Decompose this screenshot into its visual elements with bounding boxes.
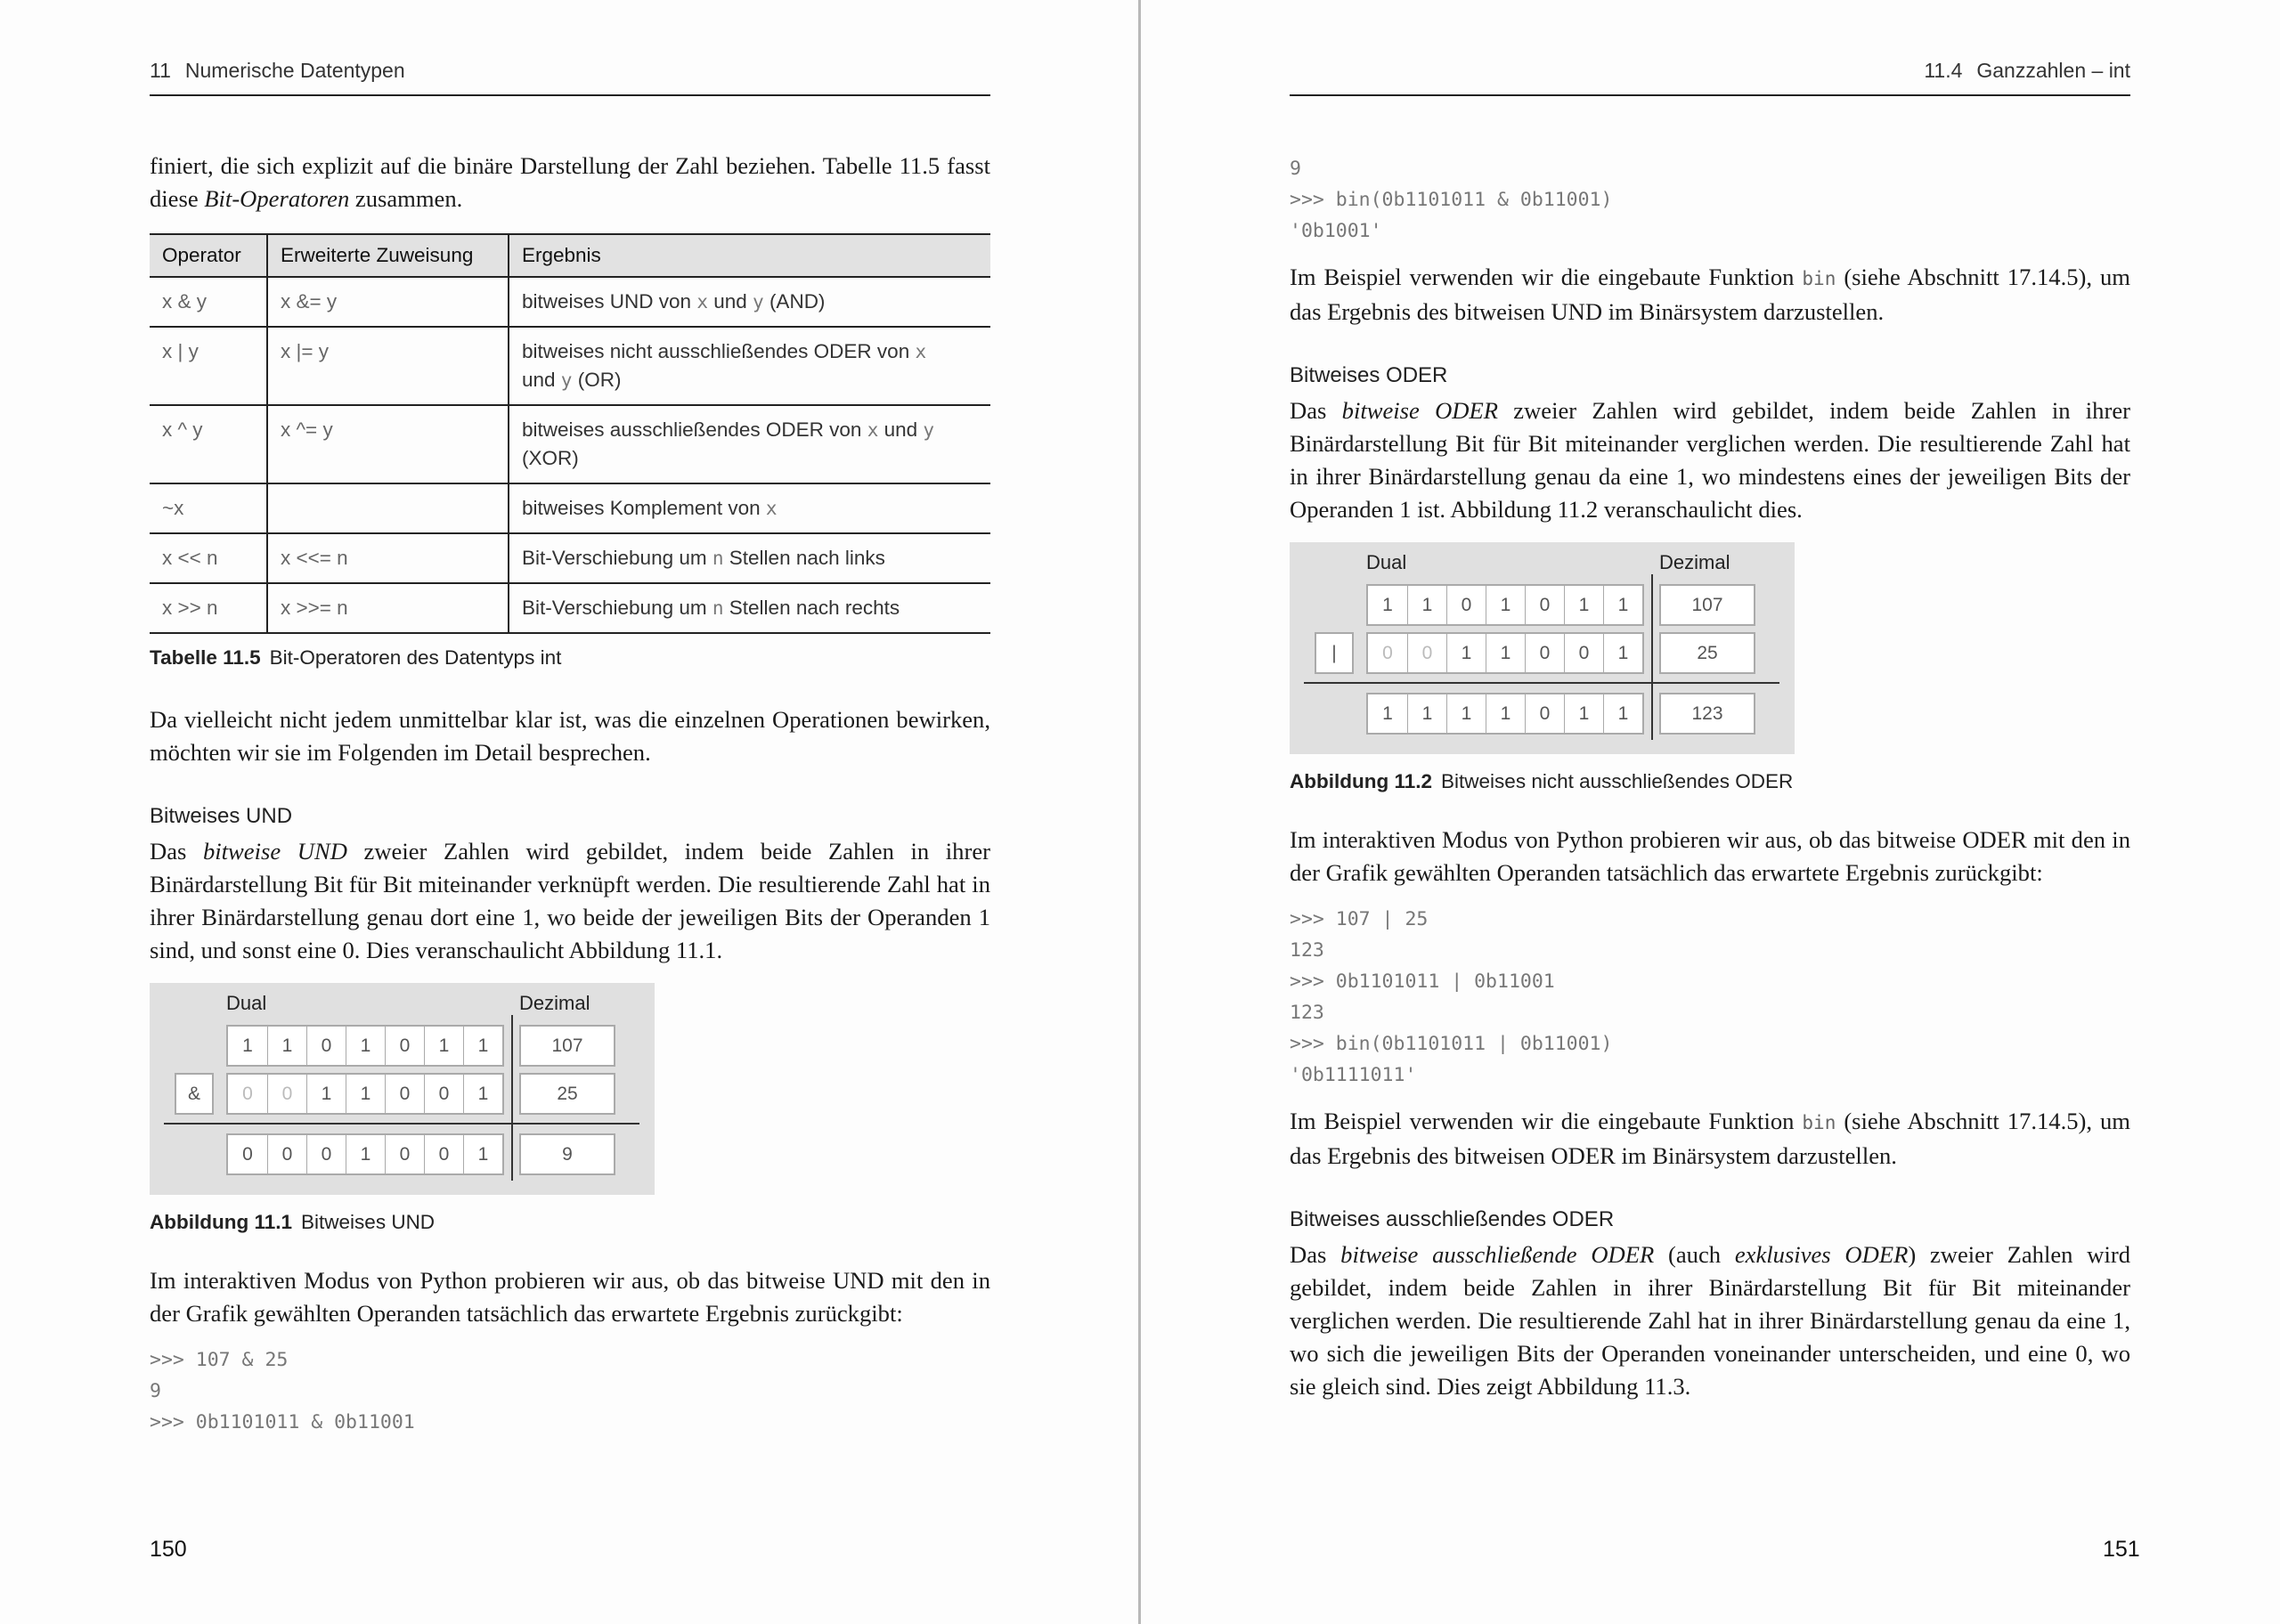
dual-decimal-separator-line (511, 1015, 513, 1181)
code-block-bin-und (1290, 153, 2130, 247)
bit-cell: 0 (1407, 634, 1446, 672)
right-content (1290, 150, 2130, 1403)
decimal-operand-1: 107 (519, 1025, 615, 1067)
table-cell-operator: x ^ y (150, 405, 267, 483)
bit-cell: 1 (1603, 586, 1642, 624)
figure-label-dezimal: Dezimal (1659, 551, 1730, 573)
code-line: >>> bin(0b1101011 & 0b11001) (1290, 189, 1613, 211)
table-header-row (150, 234, 990, 277)
bit-cell: 1 (1603, 694, 1642, 733)
table-cell-assignment: x &= y (267, 277, 509, 327)
bit-cell: 0 (385, 1075, 424, 1113)
bit-cell: 1 (463, 1135, 502, 1173)
bit-cell: 1 (1486, 586, 1525, 624)
decimal-operand-2: 25 (1659, 632, 1755, 674)
bit-cell: 0 (385, 1027, 424, 1065)
section-heading-oder: Bitweises ODER (1290, 363, 1448, 387)
bit-cell: 0 (1382, 642, 1393, 663)
bit-cell: 1 (346, 1075, 385, 1113)
section-title: Ganzzahlen – int (1976, 59, 2130, 82)
page-number-left: 150 (150, 1537, 187, 1562)
code-line: >>> bin(0b1101011 | 0b11001) (1290, 1033, 1613, 1055)
dual-decimal-separator-line (1651, 574, 1653, 740)
intro-paragraph: finiert, die sich explizit auf die binäre Darstellung der Zahl beziehen. Tabelle 11.5 fasst diese Bit-Operatoren zusammen. (150, 152, 990, 212)
bit-row-operand-1 (1366, 584, 1644, 626)
bit-cell: 0 (1564, 634, 1603, 672)
figure-label-dual: Dual (226, 992, 267, 1014)
right-page (1141, 0, 2280, 1624)
bit-cell: 1 (1564, 694, 1603, 733)
code-line: '0b1111011' (1290, 1064, 1417, 1086)
section-heading-xor: Bitweises ausschließendes ODER (1290, 1207, 1615, 1231)
code-block-und (150, 1344, 990, 1438)
code-block-oder (1290, 904, 2130, 1091)
paragraph-intro-operations: Da vielleicht nicht jedem unmittelbar klar ist, was die einzelnen Operationen bewirken, möchten wir sie im Folgenden im Detail besprechen. (150, 706, 990, 766)
table-row (150, 533, 990, 583)
table-row (150, 483, 990, 533)
bit-cell: 0 (1525, 586, 1564, 624)
code-line: >>> 107 & 25 (150, 1349, 289, 1371)
bit-cell: 1 (1382, 594, 1393, 615)
bit-cell: 1 (267, 1027, 306, 1065)
decimal-operand-1: 107 (1659, 584, 1755, 626)
table-cell-result: bitweises UND von x und y (AND) (509, 277, 990, 327)
left-page (0, 0, 1138, 1624)
bit-cell: 0 (1525, 694, 1564, 733)
chapter-number: 11 (150, 59, 171, 82)
operator-box: | (1315, 632, 1354, 674)
decimal-operand-2: 25 (519, 1073, 615, 1115)
table-row (150, 583, 990, 633)
table-cell-assignment (267, 483, 509, 533)
figure-caption: Abbildung 11.2 Bitweises nicht ausschließendes ODER (1290, 770, 1794, 792)
bit-cell: 0 (385, 1135, 424, 1173)
table-cell-operator: x << n (150, 533, 267, 583)
bit-cell: 1 (1603, 634, 1642, 672)
code-line: >>> 107 | 25 (1290, 908, 1429, 930)
bit-cell: 1 (463, 1027, 502, 1065)
bit-row-result (1366, 693, 1644, 735)
table-header-assignment: Erweiterte Zuweisung (267, 234, 509, 277)
bit-row-operand-1 (226, 1025, 504, 1067)
bit-cell: 1 (1564, 586, 1603, 624)
section-heading-und: Bitweises UND (150, 804, 293, 828)
bit-cell: 1 (1446, 634, 1486, 672)
table-cell-assignment: x |= y (267, 327, 509, 405)
code-line: 9 (1290, 158, 1301, 180)
paragraph-bin-und: Im Beispiel verwenden wir die eingebaute Funktion bin (siehe Abschnitt 17.14.5), um das Ergebnis des bitweisen UND im Binärsystem darzustellen. (1290, 264, 2130, 325)
result-separator-line (164, 1123, 639, 1125)
bit-row-operand-2 (226, 1073, 504, 1115)
decimal-result: 123 (1659, 693, 1755, 735)
table-cell-operator: ~x (150, 483, 267, 533)
table-cell-result: bitweises Komplement von x (509, 483, 990, 533)
bit-cell: 1 (1486, 694, 1525, 733)
page-number-right: 151 (2103, 1537, 2140, 1562)
running-head-left (150, 59, 990, 96)
result-separator-line (1304, 682, 1779, 684)
bit-cell: 1 (346, 1135, 385, 1173)
code-line: 9 (150, 1380, 161, 1402)
figure-label-dezimal: Dezimal (519, 992, 590, 1014)
table-cell-result: bitweises ausschließendes ODER von x und y (XOR) (509, 405, 990, 483)
table-cell-assignment: x >>= n (267, 583, 509, 633)
table-row (150, 405, 990, 483)
bit-cell: 0 (242, 1083, 253, 1104)
code-line: 123 (1290, 1002, 1324, 1024)
bit-cell: 1 (346, 1027, 385, 1065)
bit-cell: 0 (267, 1075, 306, 1113)
paragraph-und: Das bitweise UND zweier Zahlen wird gebildet, indem beide Zahlen in ihrer Binärdarstellung Bit für Bit miteinander verknüpft werden. Die resultierende Zahl hat in ihrer Binärdarstellung genau dort eine 1, wo beide der jeweiligen Bits der Operanden 1 sind, und sonst eine 0. Dies veranschaulicht Abbildung 11.1. (150, 838, 990, 963)
table-header-result: Ergebnis (509, 234, 990, 277)
table-row (150, 277, 990, 327)
operator-box: & (175, 1073, 214, 1115)
table-caption: Tabelle 11.5 Bit-Operatoren des Datentyps int (150, 646, 562, 669)
table-cell-assignment: x <<= n (267, 533, 509, 583)
bit-cell: 0 (1525, 634, 1564, 672)
table-cell-operator: x >> n (150, 583, 267, 633)
paragraph-oder: Das bitweise ODER zweier Zahlen wird gebildet, indem beide Zahlen in ihrer Binärdarstellung Bit für Bit miteinander verglichen werden. Die resultierende Zahl hat in ihrer Binärdarstellung genau da eine 1, wo mindestens eines der jeweiligen Bits der Operanden 1 ist. Abbildung 11.2 veranschaulicht dies. (1290, 397, 2130, 523)
bit-cell: 0 (1446, 586, 1486, 624)
paragraph-xor: Das bitweise ausschließende ODER (auch exklusives ODER) zweier Zahlen wird gebildet, indem beide Zahlen in ihrer Binärdarstellung Bit für Bit miteinander verglichen werden. Die resultierende Zahl hat in ihrer Binärdarstellung genau da eine 1, wo sich die jeweiligen Bits der Operanden voneinander unterscheiden, und eine 0, wo sie gleich sind. Dies zeigt Abbildung 11.3. (1290, 1241, 2130, 1400)
figure-bitwise-or (1290, 542, 1795, 754)
bit-cell: 1 (1486, 634, 1525, 672)
figure-caption: Abbildung 11.1 Bitweises UND (150, 1211, 436, 1233)
table-cell-operator: x & y (150, 277, 267, 327)
bit-row-result (226, 1133, 504, 1175)
code-line: >>> 0b1101011 | 0b11001 (1290, 970, 1555, 993)
bit-cell: 1 (1407, 586, 1446, 624)
paragraph-bin-oder: Im Beispiel verwenden wir die eingebaute Funktion bin (siehe Abschnitt 17.14.5), um das Ergebnis des bitweisen ODER im Binärsystem darzustellen. (1290, 1108, 2130, 1169)
table-row (150, 327, 990, 405)
bit-cell: 1 (1382, 702, 1393, 724)
table-header-operator: Operator (150, 234, 267, 277)
bit-cell: 1 (306, 1075, 346, 1113)
table-cell-result: bitweises nicht ausschließendes ODER von x und y (OR) (509, 327, 990, 405)
code-line: 123 (1290, 939, 1324, 962)
paragraph-interactive-und: Im interaktiven Modus von Python probieren wir aus, ob das bitweise UND mit den in der Grafik gewählten Operanden tatsächlich das erwartete Ergebnis zurückgibt: (150, 1267, 990, 1327)
bit-cell: 0 (306, 1135, 346, 1173)
decimal-result: 9 (519, 1133, 615, 1175)
bit-operators-table (150, 233, 990, 634)
section-number: 11.4 (1924, 59, 1963, 82)
bit-cell: 0 (424, 1135, 463, 1173)
bit-cell: 1 (1407, 694, 1446, 733)
table-cell-result: Bit-Verschiebung um n Stellen nach rechts (509, 583, 990, 633)
bit-row-operand-2 (1366, 632, 1644, 674)
bit-cell: 0 (242, 1143, 253, 1165)
bit-cell: 0 (306, 1027, 346, 1065)
table-cell-operator: x | y (150, 327, 267, 405)
chapter-title: Numerische Datentypen (184, 59, 405, 82)
code-line: '0b1001' (1290, 220, 1382, 242)
table-cell-result: Bit-Verschiebung um n Stellen nach links (509, 533, 990, 583)
left-content (150, 150, 990, 1438)
bit-cell: 0 (424, 1075, 463, 1113)
figure-bitwise-and (150, 983, 655, 1195)
figure-label-dual: Dual (1366, 551, 1407, 573)
bit-cell: 1 (242, 1035, 253, 1056)
bit-cell: 0 (267, 1135, 306, 1173)
code-line: >>> 0b1101011 & 0b11001 (150, 1411, 415, 1433)
bit-cell: 1 (463, 1075, 502, 1113)
table-cell-assignment: x ^= y (267, 405, 509, 483)
paragraph-interactive-oder: Im interaktiven Modus von Python probieren wir aus, ob das bitweise ODER mit den in der Grafik gewählten Operanden tatsächlich das erwartete Ergebnis zurückgibt: (1290, 826, 2130, 886)
running-head-right (1290, 59, 2130, 96)
bit-cell: 1 (424, 1027, 463, 1065)
bit-cell: 1 (1446, 694, 1486, 733)
